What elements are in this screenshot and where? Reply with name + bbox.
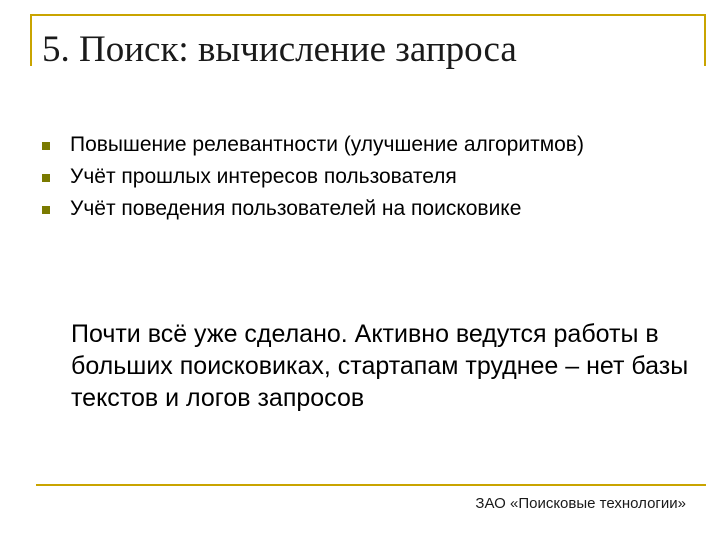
bullet-item	[40, 164, 680, 190]
bullet-text: Учёт прошлых интересов пользователя	[70, 165, 457, 188]
square-bullet-icon	[42, 142, 50, 150]
bullet-list	[40, 132, 680, 228]
bullet-text: Повышение релевантности (улучшение алгоритмов)	[70, 133, 584, 156]
footer-company: ЗАО «Поисковые технологии»	[475, 495, 686, 512]
footer-divider-line	[36, 484, 706, 486]
slide-title: 5. Поиск: вычисление запроса	[42, 29, 517, 70]
square-bullet-icon	[42, 206, 50, 214]
right-divider-line	[704, 14, 706, 66]
bullet-item	[40, 196, 680, 222]
top-divider-line	[30, 14, 706, 16]
summary-note: Почти всё уже сделано. Активно ведутся работы в больших поисковиках, стартапам труднее – нет базы текстов и логов запросов	[71, 320, 689, 412]
left-divider-line	[30, 14, 32, 66]
bullet-item	[40, 132, 680, 158]
square-bullet-icon	[42, 174, 50, 182]
bullet-text: Учёт поведения пользователей на поисковике	[70, 197, 522, 220]
